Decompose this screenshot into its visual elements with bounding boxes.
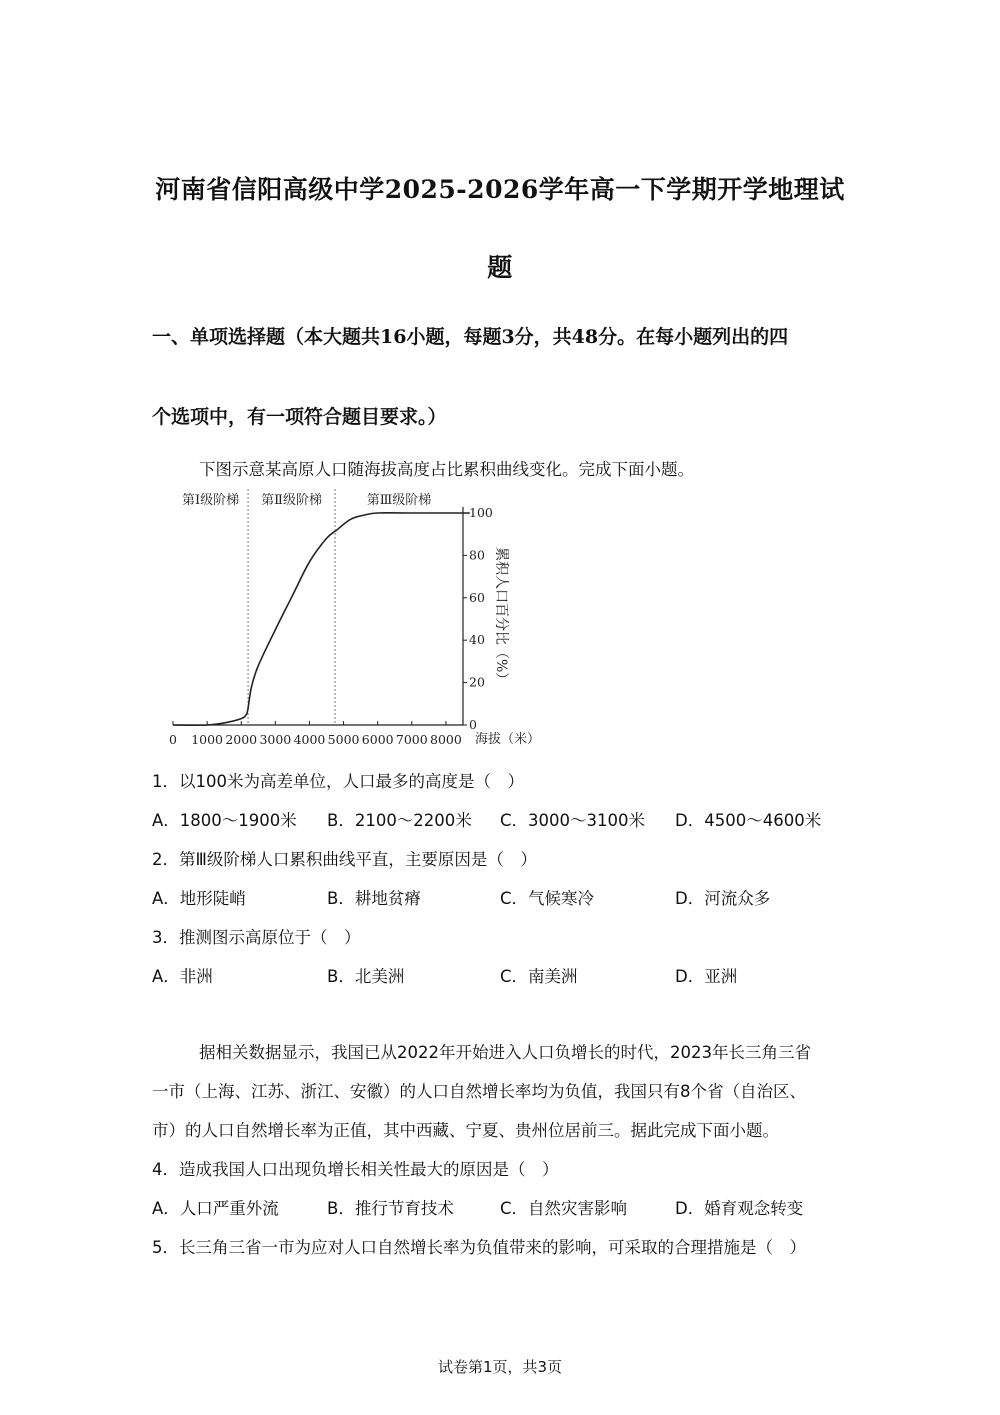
q1-option-d[interactable]: D．4500～4600米 xyxy=(675,811,822,830)
q2-option-c[interactable]: C．气候寒冷 xyxy=(500,889,595,908)
intro-paragraph-1: 下图示意某高原人口随海拔高度占比累积曲线变化。完成下面小题。 xyxy=(199,460,694,479)
q1-option-b[interactable]: B．2100～2200米 xyxy=(327,811,472,830)
exam-title-line1: 河南省信阳高级中学2025-2026学年高一下学期开学地理试 xyxy=(155,175,845,204)
y-tick-label: 100 xyxy=(469,505,493,520)
y-tick-label: 80 xyxy=(469,547,485,563)
q3-option-b[interactable]: B．北美洲 xyxy=(327,967,405,986)
q2-option-b[interactable]: B．耕地贫瘠 xyxy=(327,889,421,908)
x-axis-label: 海拔（米） xyxy=(475,732,541,747)
intro-paragraph-2-line3: 市）的人口自然增长率为正值，其中西藏、宁夏、贵州位居前三。据此完成下面小题。 xyxy=(152,1121,779,1140)
section-heading-line2: 个选项中，有一项符合题目要求。） xyxy=(152,406,447,428)
exam-title-line2: 题 xyxy=(487,253,513,282)
q1-option-a[interactable]: A．1800～1900米 xyxy=(152,811,297,830)
y-axis-label: 累积人口百分比（%） xyxy=(493,547,509,687)
x-tick-label: 3000 xyxy=(259,732,292,747)
q2-option-d[interactable]: D．河流众多 xyxy=(675,889,771,908)
question-4: 4．造成我国人口出现负增长相关性最大的原因是（ ） xyxy=(152,1160,559,1179)
y-tick-label: 0 xyxy=(469,717,477,732)
question-2: 2．第Ⅲ级阶梯人口累积曲线平直，主要原因是（ ） xyxy=(152,850,537,869)
zone-label-1: 第Ⅰ级阶梯 xyxy=(181,493,240,508)
zone-label-2: 第Ⅱ级阶梯 xyxy=(261,493,322,508)
intro-paragraph-2-line2: 一市（上海、江苏、浙江、安徽）的人口自然增长率均为负值，我国只有8个省（自治区、 xyxy=(152,1082,806,1101)
question-5: 5．长三角三省一市为应对人口自然增长率为负值带来的影响，可采取的合理措施是（ ） xyxy=(152,1238,806,1257)
question-1: 1．以100米为高差单位，人口最多的高度是（ ） xyxy=(152,772,524,791)
population-chart xyxy=(155,487,555,752)
q4-option-c[interactable]: C．自然灾害影响 xyxy=(500,1199,628,1218)
q4-option-b[interactable]: B．推行节育技术 xyxy=(327,1199,454,1218)
y-tick-label: 20 xyxy=(469,674,485,690)
x-tick-label: 0 xyxy=(169,732,177,747)
x-tick-label: 7000 xyxy=(395,732,428,747)
x-tick-label: 1000 xyxy=(191,732,224,747)
x-tick-label: 4000 xyxy=(293,732,326,747)
zone-label-3: 第Ⅲ级阶梯 xyxy=(366,493,432,508)
q2-option-a[interactable]: A．地形陡峭 xyxy=(152,889,246,908)
x-tick-label: 2000 xyxy=(225,732,258,747)
x-tick-label: 5000 xyxy=(327,732,360,747)
cumulative-population-line xyxy=(173,513,470,725)
q3-option-d[interactable]: D．亚洲 xyxy=(675,967,738,986)
q3-option-c[interactable]: C．南美洲 xyxy=(500,967,578,986)
intro-paragraph-2-line1: 据相关数据显示，我国已从2022年开始进入人口负增长的时代，2023年长三角三省 xyxy=(199,1043,811,1062)
question-3: 3．推测图示高原位于（ ） xyxy=(152,928,361,947)
q4-option-d[interactable]: D．婚育观念转变 xyxy=(675,1199,804,1218)
section-heading-line1: 一、单项选择题（本大题共16小题，每题3分，共48分。在每小题列出的四 xyxy=(152,326,789,348)
q3-option-a[interactable]: A．非洲 xyxy=(152,967,213,986)
x-tick-label: 8000 xyxy=(430,732,462,747)
x-tick-label: 6000 xyxy=(361,732,394,747)
y-tick-label: 40 xyxy=(469,632,485,648)
q4-option-a[interactable]: A．人口严重外流 xyxy=(152,1199,279,1218)
q1-option-c[interactable]: C．3000～3100米 xyxy=(500,811,646,830)
page-footer: 试卷第1页，共3页 xyxy=(437,1358,563,1376)
y-tick-label: 60 xyxy=(469,589,485,605)
